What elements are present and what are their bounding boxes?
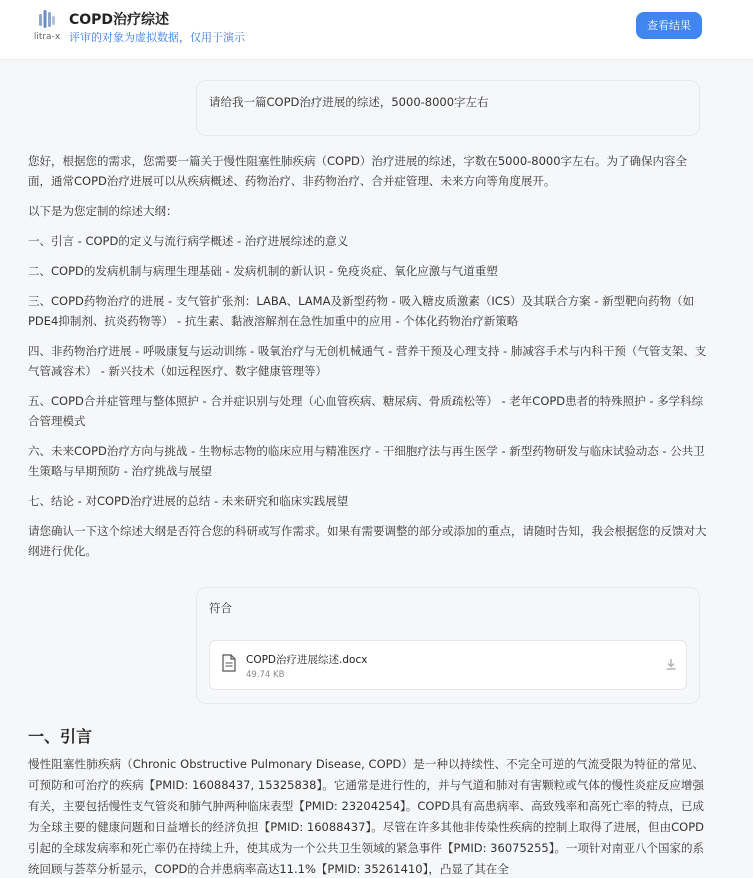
outline-item: 五、COPD合并症管理与整体照护 - 合并症识别与处理（心血管疾病、糖尿病、骨质疏松等） - 老年COPD患者的特殊照护 - 多学科综合管理模式 <box>28 394 704 428</box>
section-heading: 一、引言 <box>28 727 93 746</box>
user-message: 请给我一篇COPD治疗进展的综述，5000-8000字左右 <box>196 80 700 136</box>
page-subtitle: 评审的对象为虚拟数据，仅用于演示 <box>69 31 245 44</box>
file-name[interactable]: COPD治疗进展综述.docx <box>246 654 368 666</box>
outline-item: 二、COPD的发病机制与病理生理基础 - 发病机制的新认识 - 免疫炎症、氧化应激与气道重塑 <box>28 264 498 278</box>
app-header <box>0 0 753 60</box>
outline-item: 七、结论 - 对COPD治疗进展的总结 - 未来研究和临床实践展望 <box>28 494 349 508</box>
user-attachment-message <box>196 587 700 704</box>
file-card[interactable] <box>209 640 687 690</box>
logo-text: litra-x <box>33 32 61 42</box>
reply-closing: 请您确认一下这个综述大纲是否符合您的科研或写作需求。如果有需要调整的部分或添加的重点，请随时告知，我会根据您的反馈对大纲进行优化。 <box>28 524 707 558</box>
attachment-label: 符合 <box>209 601 232 615</box>
document-icon <box>222 654 236 672</box>
download-icon[interactable] <box>665 658 677 670</box>
assistant-reply <box>28 151 708 561</box>
logo-icon <box>37 8 57 30</box>
section-paragraph: 慢性阻塞性肺疾病（Chronic Obstructive Pulmonary Disease, COPD）是一种以持续性、不完全可逆的气流受限为特征的常见、可预防和可治疗的疾病【PMID: 16088437, 15325838】。它通常是进行性的，并与气道和肺对有害颗粒或气体的慢性炎症反应增强有关，主要包括慢性支气管炎和肺气肿两种临床表型【PMID: 23204254】。COPD具有高患病率、高致残率和高死亡率的特点，已成为全球主要的健康问题和日益增长的经济负担【PMID: 16088437】。尽管在许多其他非传染性疾病的控制上取得了进展，但由COPD引起的全球发病率和死亡率仍在持续上升，使其成为一个公共卫生领域的紧急事件【PMID: 36075255】。一项针对南亚八个国家的系统回顾与荟萃分析显示，COPD的合并患病率高达11.1%【PMID: 35261410】，凸显了其在全 <box>28 757 704 876</box>
outline-item: 六、未来COPD治疗方向与挑战 - 生物标志物的临床应用与精准医疗 - 干细胞疗法与再生医学 - 新型药物研发与临床试验动态 - 公共卫生策略与早期预防 - 治疗挑战与展望 <box>28 444 705 478</box>
view-results-button[interactable]: 查看结果 <box>636 12 702 39</box>
reply-intro: 您好，根据您的需求，您需要一篇关于慢性阻塞性肺疾病（COPD）治疗进展的综述，字数在5000-8000字左右。为了确保内容全面，通常COPD治疗进展可以从疾病概述、药物治疗、非药物治疗、合并症管理、未来方向等角度展开。 <box>28 154 688 188</box>
file-size: 49.74 KB <box>246 670 285 680</box>
app-logo[interactable] <box>30 8 64 48</box>
outline-item: 一、引言 - COPD的定义与流行病学概述 - 治疗进展综述的意义 <box>28 234 349 248</box>
reply-outline-lead: 以下是为您定制的综述大纲： <box>28 204 178 218</box>
outline-item: 四、非药物治疗进展 - 呼吸康复与运动训练 - 吸氧治疗与无创机械通气 - 营养干预及心理支持 - 肺减容手术与内科干预（气管支架、支气管减容术） - 新兴技术（如远程医疗、数字健康管理等） <box>28 344 707 378</box>
outline-item: 三、COPD药物治疗的进展 - 支气管扩张剂：LABA、LAMA及新型药物 - 吸入糖皮质激素（ICS）及其联合方案 - 新型靶向药物（如PDE4抑制剂、抗炎药物等） - 抗生素、黏液溶解剂在急性加重中的应用 - 个体化药物治疗新策略 <box>28 294 695 328</box>
chat-content[interactable] <box>0 61 753 878</box>
page-title: COPD治疗综述 <box>69 12 170 28</box>
